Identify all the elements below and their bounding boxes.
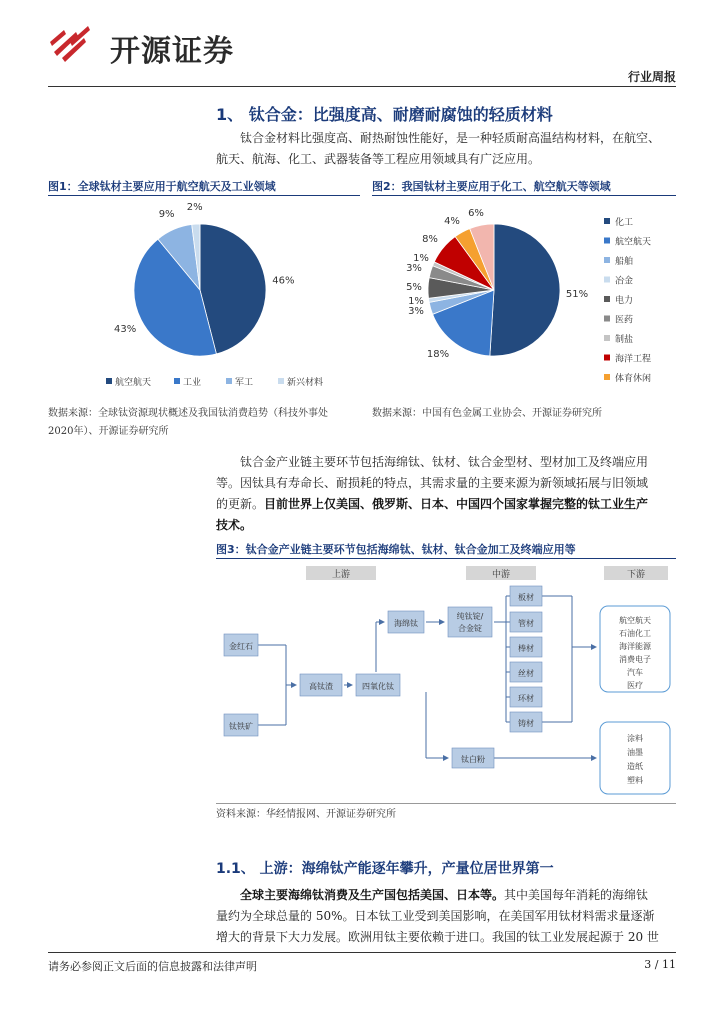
node-label: 板材: [518, 593, 534, 602]
node-titanium-dioxide: [452, 748, 494, 768]
end-use-label: 航空航天: [619, 616, 651, 625]
figure2-source: 数据来源：中国有色金属工业协会、开源证券研究所: [372, 408, 602, 419]
pigment-use-box: [600, 722, 670, 794]
pie-data-label: 3%: [408, 306, 424, 317]
legend-swatch: [604, 374, 610, 380]
upstream-paragraph: [216, 885, 676, 948]
figure3-bottom-rule: [216, 803, 676, 804]
figure2-title: 图2：我国钛材主要应用于化工、航空航天等领域: [372, 180, 611, 193]
node-plate: [510, 586, 542, 606]
legend-label: 军工: [235, 378, 254, 388]
legend-label: 电力: [615, 296, 634, 306]
end-use-label: 医疗: [627, 681, 643, 690]
end-use-label: 汽车: [627, 668, 643, 677]
footer-rule: [48, 952, 676, 953]
para-bold: 全球主要海绵钛消费及生产国包括美国、日本等。: [240, 888, 505, 902]
legend-swatch: [106, 378, 112, 384]
legend-swatch: [604, 238, 610, 244]
legend-label: 冶金: [615, 276, 634, 287]
end-use-label: 海洋能源: [619, 642, 651, 651]
para-line: [216, 494, 676, 515]
node-label: 棒材: [518, 644, 534, 653]
node-ticl4: [356, 674, 400, 696]
pie-data-label: 4%: [444, 216, 460, 227]
pigment-use-label: 造纸: [627, 762, 643, 771]
stage-downstream: [604, 566, 668, 580]
pie-data-label: 2%: [186, 202, 203, 214]
para-bold: 技术。: [216, 518, 253, 532]
legend-swatch: [174, 378, 180, 384]
node-ring: [510, 687, 542, 707]
node-ingot: [448, 607, 492, 637]
legend-swatch: [604, 218, 610, 224]
pie-data-label: 3%: [406, 263, 422, 274]
node-ilmenite: [224, 714, 258, 736]
pigment-use-label: 涂料: [627, 734, 643, 743]
stage-label: 中游: [491, 570, 511, 580]
legend-swatch: [604, 296, 610, 302]
figure3-source: 资料来源：华经情报网、开源证券研究所: [216, 809, 396, 820]
node-label: 环材: [518, 694, 534, 703]
node-label: 纯钛锭/: [456, 612, 484, 621]
node-label: 钛白粉: [461, 755, 485, 764]
node-label: 高钛渣: [309, 682, 333, 691]
pie-data-label: 18%: [426, 349, 450, 360]
node-sponge-titanium: [388, 611, 424, 633]
para-text: 的更新。: [216, 497, 265, 511]
node-bar: [510, 637, 542, 657]
legend-swatch: [226, 378, 232, 384]
stage-midstream: [466, 566, 536, 580]
para-line: [216, 515, 676, 536]
pie-data-label: 9%: [158, 208, 175, 220]
pie-data-label: 46%: [272, 275, 295, 287]
figure2-rule: [372, 195, 676, 196]
pigment-use-label: 塑料: [627, 776, 643, 785]
node-label: 四氧化钛: [362, 682, 394, 691]
legend-swatch: [604, 355, 610, 361]
pie-data-label: 5%: [406, 282, 422, 293]
intro-line: 钛合金材料比强度高、耐热耐蚀性能好，是一种轻质耐高温结构材料，在航空、: [240, 131, 661, 145]
para-line: 量约为全球总量的 50%。日本钛工业受到美国影响，在美国军用钛材料需求量逐渐: [216, 909, 655, 923]
node-label: 金红石: [229, 642, 253, 651]
node-wire: [510, 662, 542, 682]
brand-name: 开源证券: [110, 34, 234, 69]
legend-label: 航空航天: [615, 237, 652, 248]
stage-label: 上游: [331, 570, 351, 580]
report-type: 行业周报: [627, 70, 676, 84]
end-use-label: 石油化工: [619, 629, 651, 638]
legend-label: 工业: [183, 378, 202, 388]
para-line: 增大的背景下大力发展。欧洲用钛主要依赖于进口。我国的钛工业发展起源于 20 世: [216, 930, 659, 944]
legend-label: 制盐: [615, 335, 634, 345]
pie-data-label: 1%: [408, 296, 424, 307]
figure3-rule: [216, 558, 676, 559]
legend-swatch: [278, 378, 284, 384]
legend-label: 船舶: [615, 257, 634, 267]
node-label: 铸材: [518, 719, 534, 728]
chain-paragraph: [216, 452, 676, 536]
source-line: 数据来源：全球钛资源现状概述及我国钛消费趋势（科技外事处: [48, 408, 328, 419]
legend-label: 医药: [615, 315, 634, 326]
logo-icon: [48, 22, 96, 64]
legend-label: 海洋工程: [615, 354, 652, 365]
node-titanium-slag: [300, 674, 342, 696]
legend-swatch: [604, 316, 610, 322]
pie-data-label: 1%: [413, 253, 429, 264]
section-title: 1、 钛合金：比强度高、耐磨耐腐蚀的轻质材料: [216, 105, 553, 124]
para-bold: 目前世界上仅美国、俄罗斯、日本、中国四个国家掌握完整的钛工业生产: [264, 497, 649, 511]
end-use-label: 消费电子: [619, 655, 651, 664]
para-text: 其中美国每年消耗的海绵钛: [504, 888, 649, 902]
stage-label: 下游: [626, 570, 646, 580]
figure2-pie-chart: [372, 198, 676, 396]
figure3-title: 图3：钛合金产业链主要环节包括海绵钛、钛材、钛合金加工及终端应用等: [216, 543, 576, 556]
end-use-box: [600, 606, 670, 692]
legend-label: 体育休闲: [615, 374, 652, 384]
node-label: 丝材: [518, 669, 534, 678]
pie-data-label: 51%: [565, 289, 589, 300]
page-number: 3 / 11: [644, 958, 676, 971]
figure1-source: [48, 405, 360, 441]
legend-swatch: [604, 277, 610, 283]
header-rule: [48, 86, 676, 87]
node-rutile: [224, 634, 258, 656]
node-label: 海绵钛: [394, 619, 418, 628]
intro-line: 航天、航海、化工、武器装备等工程应用领域具有广泛应用。: [216, 152, 541, 166]
para-line: 等。因钛具有寿命长、耐损耗的特点，其需求量的主要来源为新领域拓展与旧领域: [216, 476, 649, 490]
figure1-title: 图1：全球钛材主要应用于航空航天及工业领域: [48, 180, 276, 193]
legend-swatch: [604, 257, 610, 263]
node-label: 合金锭: [458, 624, 482, 633]
pigment-use-label: 油墨: [627, 748, 643, 757]
legend-label: 化工: [615, 218, 634, 228]
pie-data-label: 8%: [422, 234, 438, 245]
node-label: 管材: [518, 619, 534, 628]
para-line: 钛合金产业链主要环节包括海绵钛、钛材、钛合金型材、型材加工及终端应用: [240, 455, 649, 469]
footer-disclaimer: 请务必参阅正文后面的信息披露和法律声明: [48, 960, 257, 973]
node-label: 钛铁矿: [229, 722, 253, 731]
legend-label: 航空航天: [115, 378, 152, 388]
node-casting: [510, 712, 542, 732]
intro-paragraph: [216, 128, 676, 170]
pie-data-label: 43%: [114, 324, 137, 336]
pie-data-label: 6%: [468, 208, 484, 219]
figure1-rule: [48, 195, 360, 196]
legend-swatch: [604, 335, 610, 341]
figure1-pie-chart: [48, 198, 360, 396]
source-line: 2020年）、开源证券研究所: [48, 426, 169, 437]
subsection-title: 1.1、 上游：海绵钛产能逐年攀升，产量位居世界第一: [216, 861, 554, 877]
legend-label: 新兴材料: [287, 378, 324, 388]
para-line: [216, 885, 676, 906]
industry-chain-diagram: [216, 560, 676, 800]
pie-slice-0: [490, 224, 560, 356]
brand-logo: [48, 22, 96, 64]
node-tube: [510, 612, 542, 632]
stage-upstream: [306, 566, 376, 580]
